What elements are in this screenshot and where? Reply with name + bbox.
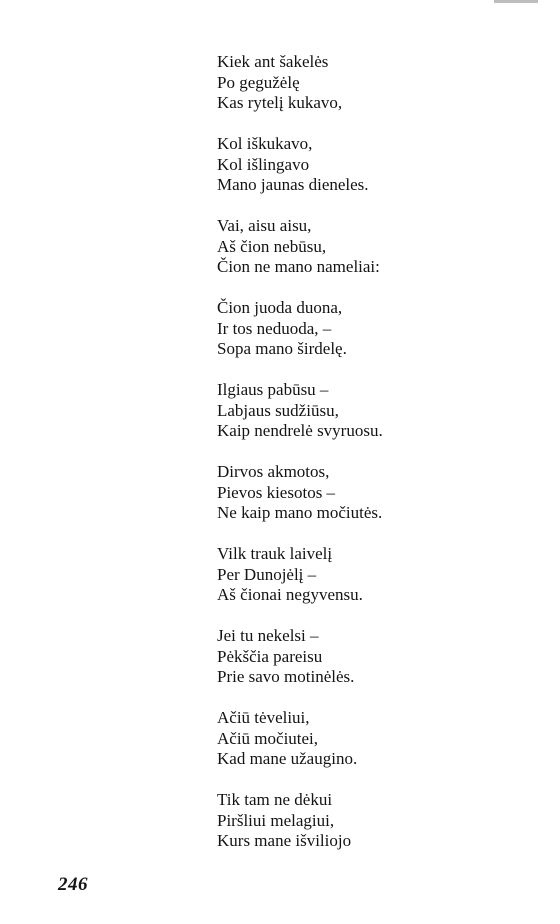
poem-line: Ir tos neduoda, – [217,318,332,338]
poem-text [217,52,537,852]
poem-line: Po gegužėlę [217,72,300,92]
poem-line: Sopa mano širdelę. [217,339,347,358]
poem-line: Pievos kiesotos – [217,482,336,502]
stanza-3 [217,216,537,278]
stanza-10 [217,790,537,852]
poem-line: Pėkščia pareisu [217,646,323,666]
poem-line: Kaip nendrelė svyruosu. [217,421,383,440]
poem-line: Prie savo motinėlės. [217,667,355,686]
poem-line: Jei tu nekelsi – [217,626,319,645]
poem-line: Aš čionai negyvensu. [217,585,363,604]
poem-line: Ačiū močiutei, [217,728,319,748]
stanza-1 [217,52,537,114]
poem-line: Labjaus sudžiūsu, [217,400,339,420]
stanza-2 [217,134,537,196]
stanza-5 [217,380,537,442]
poem-line: Kad mane užaugino. [217,749,358,768]
stanza-7 [217,544,537,606]
poem-line: Ilgiaus pabūsu – [217,380,329,399]
poem-line: Mano jaunas dieneles. [217,175,369,194]
poem-line: Aš čion nebūsu, [217,236,327,256]
page-corner-mark [494,0,538,3]
stanza-8 [217,626,537,688]
stanza-6 [217,462,537,524]
poem-line: Dirvos akmotos, [217,462,330,481]
stanza-4 [217,298,537,360]
page-number: 246 [58,874,88,895]
poem-line: Kurs mane išviliojo [217,831,352,850]
poem-line: Čion juoda duona, [217,298,343,317]
poem-line: Ne kaip mano močiutės. [217,503,383,522]
poem-line: Vilk trauk laivelį [217,544,333,563]
poem-line: Ačiū tėveliui, [217,708,310,727]
poem-line: Piršliui melagiui, [217,810,335,830]
poem-line: Vai, aisu aisu, [217,216,312,235]
poem-line: Kol išlingavo [217,154,310,174]
poem-line: Tik tam ne dėkui [217,790,333,809]
poem-line: Kol iškukavo, [217,134,313,153]
poem-line: Per Dunojėlį – [217,564,317,584]
stanza-9 [217,708,537,770]
poem-line: Kas rytelį kukavo, [217,93,343,112]
poem-line: Kiek ant šakelės [217,52,329,71]
poem-line: Čion ne mano nameliai: [217,257,380,276]
